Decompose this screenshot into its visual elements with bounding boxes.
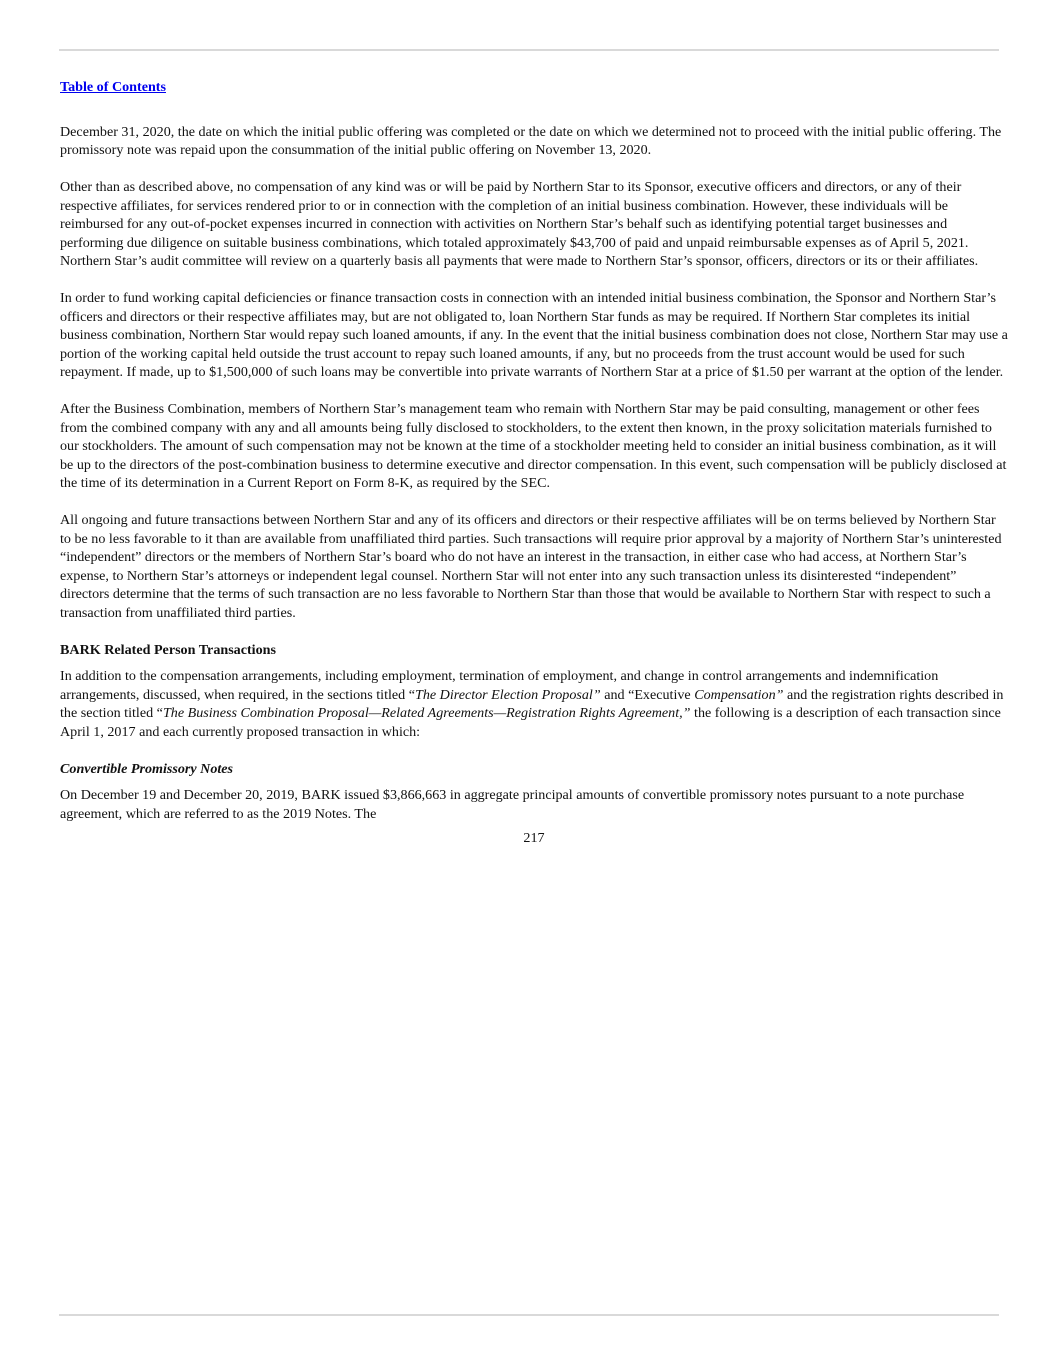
intro-text-4: the following is a description of each transaction since April 1, 2017 and each currently proposed transaction in which:	[60, 705, 1001, 740]
intro-italic-compensation: Compensation”	[694, 686, 784, 703]
paragraph-compensation: Other than as described above, no compensation of any kind was or will be paid by Northern Star to its Sponsor, executive officers and directors, or any of their respective affiliates, for services rendered prior to or in connection with the completion of an initial business combination. However, these individuals will be reimbursed for any out-of-pocket expenses incurred in connection with activities on Northern Star’s behalf such as identifying potential target businesses and performing due diligence on suitable business combinations, which totaled approximately $43,700 of paid and unpaid reimbursable expenses as of April 5, 2021. Northern Star’s audit committee will review on a quarterly basis all payments that were made to Northern Star’s sponsor, officers, directors or its or their affiliates.	[60, 179, 979, 269]
paragraph-affiliate-transactions: All ongoing and future transactions between Northern Star and any of its officers and directors or their respective affiliates will be on terms believed by Northern Star to be no less favorable to it than are available from unaffiliated third parties. Such transactions will require prior approval by a majority of Northern Star’s uninterested “independent” directors or the members of Northern Star’s board who do not have an interest in the transaction, in either case who had access, at Northern Star’s expense, to Northern Star’s attorneys or independent legal counsel. Northern Star will not enter into any such transaction unless its disinterested “independent” directors determine that the terms of such transaction are no less favorable to Northern Star than those that would be available to Northern Star with respect to such a transaction from unaffiliated third parties.	[60, 512, 1002, 621]
intro-text-2: and “Executive	[600, 686, 695, 703]
page-number: 217	[523, 830, 545, 846]
paragraph-working-capital-loans: In order to fund working capital deficiencies or finance transaction costs in connection with an intended initial business combination, the Sponsor and Northern Star’s officers and directors or their respective affiliates may, but are not obligated to, loan Northern Star funds as may be required. If Northern Star completes its initial business combination, Northern Star would repay such loaned amounts, if any. In the event that the initial business combination does not close, Northern Star may use a portion of the working capital held outside the trust account to repay such loaned amounts, if any, but no proceeds from the trust account would be used for such repayment. If made, up to $1,500,000 of such loans may be convertible into private warrants of Northern Star at a price of $1.50 per warrant at the option of the lender.	[60, 290, 1008, 380]
top-divider	[59, 49, 999, 51]
bark-section-intro	[60, 667, 1008, 741]
notes-section-text: On December 19 and December 20, 2019, BARK issued $3,866,663 in aggregate principal amounts of convertible promissory notes pursuant to a note purchase agreement, which are referred to as the 2019 Notes. The	[60, 787, 965, 822]
intro-text-1: In addition to the compensation arrangements, including employment, termination of employment, and change in control arrangements and indemnification arrangements, discussed, when required, in the sections titled “	[60, 668, 939, 703]
bottom-divider	[59, 1314, 999, 1316]
intro-italic-director-proposal: The Director Election Proposal”	[414, 686, 601, 703]
intro-italic-registration-rights: The Business Combination Proposal—Related Agreements—Registration Rights Agreement,”	[162, 705, 691, 721]
notes-section-heading: Convertible Promissory Notes	[60, 760, 234, 777]
paragraph-promissory-note: December 31, 2020, the date on which the initial public offering was completed or the date on which we determined not to proceed with the initial public offering. The promissory note was repaid upon the consummation of the initial public offering on November 13, 2020.	[60, 123, 1002, 158]
intro-text-3: and the registration rights described in the section titled “	[60, 686, 1004, 721]
table-of-contents-link[interactable]: Table of Contents	[60, 79, 166, 95]
document-body	[60, 78, 1008, 848]
bark-section-heading: BARK Related Person Transactions	[60, 641, 276, 658]
paragraph-post-combination-fees: After the Business Combination, members of Northern Star’s management team who remain with Northern Star may be paid consulting, management or other fees from the combined company with any and all amounts being fully disclosed to stockholders, to the extent then known, in the proxy solicitation materials furnished to our stockholders. The amount of such compensation may not be known at the time of a stockholder meeting held to consider an initial business combination, as it will be up to the directors of the post-combination business to determine executive and director compensation. In this event, such compensation will be publicly disclosed at the time of its determination in a Current Report on Form 8-K, as required by the SEC.	[60, 401, 1007, 491]
